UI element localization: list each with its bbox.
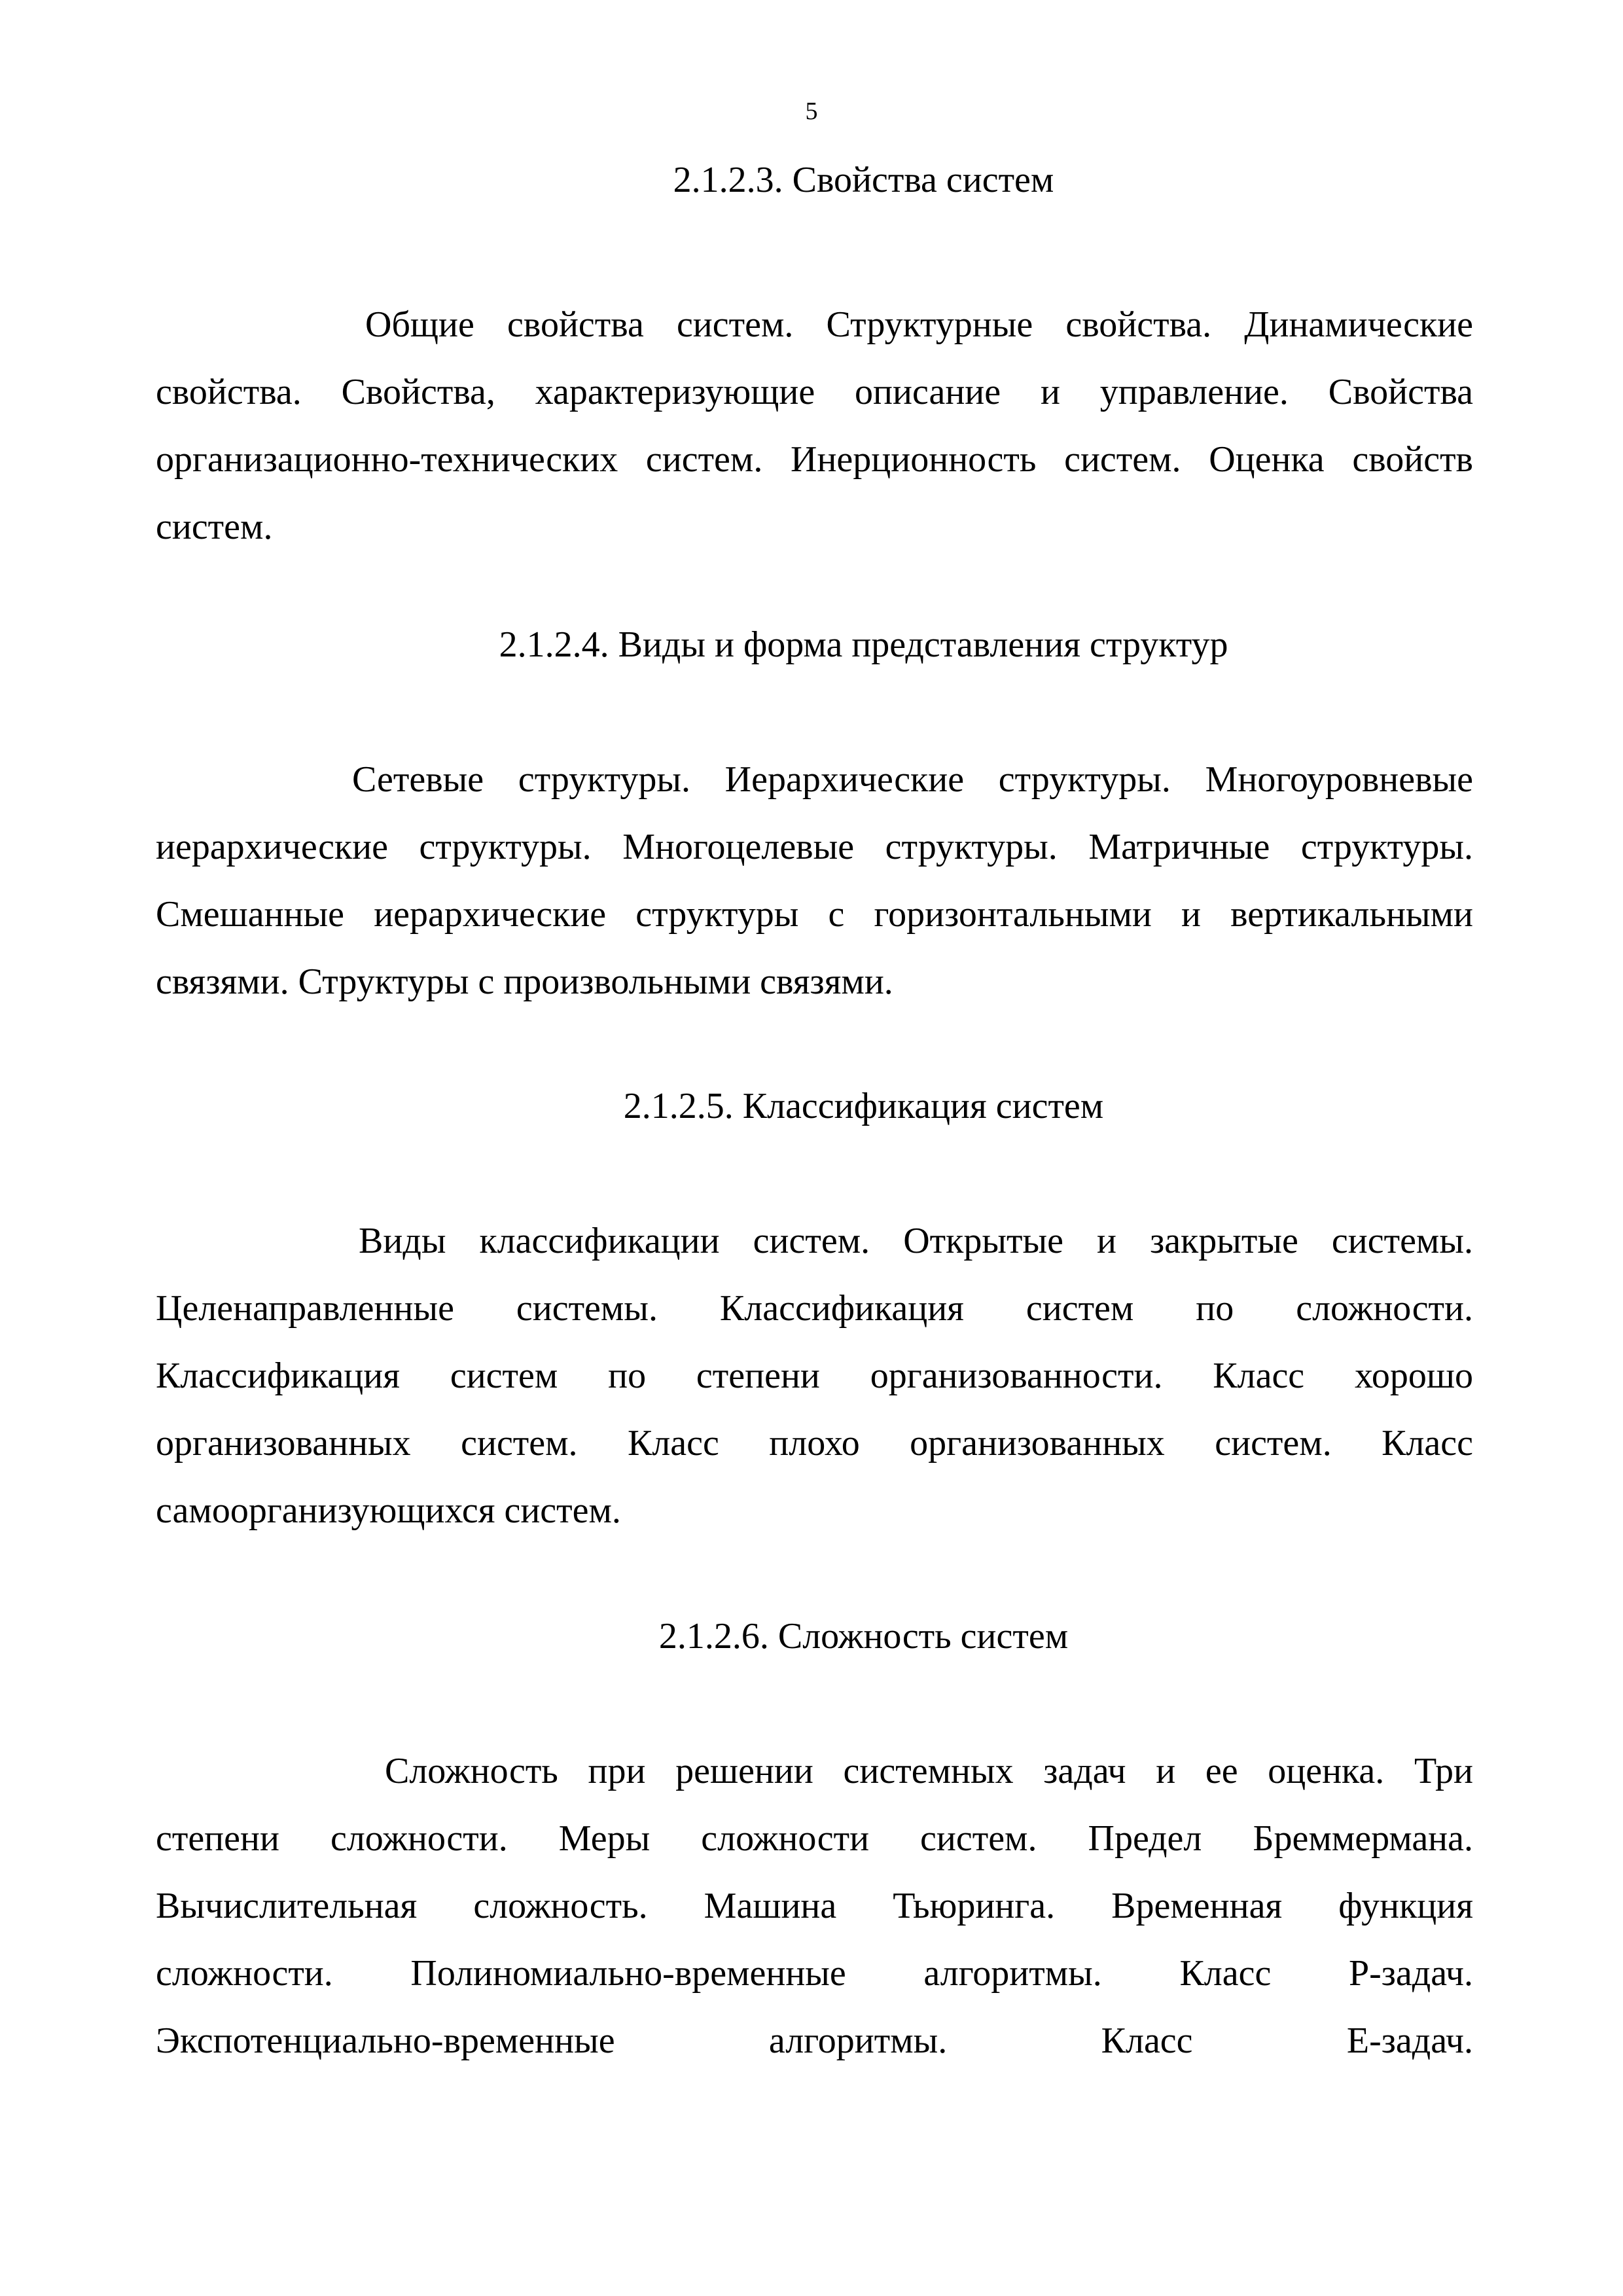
section-paragraph <box>156 1738 1473 2075</box>
section-heading: 2.1.2.4. Виды и форма представления структур <box>499 624 1228 665</box>
section-heading: 2.1.2.5. Классификация систем <box>623 1086 1104 1126</box>
section-paragraph <box>156 746 1473 1016</box>
section-heading: 2.1.2.3. Свойства систем <box>673 160 1054 200</box>
page-number: 5 <box>805 98 818 125</box>
paragraph-line: систем. <box>156 507 273 547</box>
paragraph-line: связями. Структуры с произвольными связями. <box>156 961 893 1002</box>
paragraph-line: иерархические структуры. Многоцелевые структуры. Матричные структуры. <box>156 827 1473 867</box>
paragraph-line: Экспотенциально-временные алгоритмы. Класс Е-задач. <box>156 2020 1473 2061</box>
section-paragraph <box>156 1208 1473 1545</box>
paragraph-line: степени сложности. Меры сложности систем. Предел Бреммермана. <box>156 1818 1473 1859</box>
paragraph-line: Вычислительная сложность. Машина Тьюринга. Временная функция <box>156 1886 1473 1926</box>
paragraph-line: организационно-технических систем. Инерционность систем. Оценка свойств <box>156 439 1473 480</box>
paragraph-line: Целенаправленные системы. Классификация систем по сложности. <box>156 1288 1473 1329</box>
paragraph-line: Смешанные иерархические структуры с горизонтальными и вертикальными <box>156 894 1473 935</box>
section-heading: 2.1.2.6. Сложность систем <box>658 1616 1069 1657</box>
paragraph-line: организованных систем. Класс плохо организованных систем. Класс <box>156 1423 1473 1463</box>
paragraph-line: Классификация систем по степени организованности. Класс хорошо <box>156 1355 1473 1396</box>
section-paragraph <box>156 291 1473 561</box>
paragraph-line: свойства. Свойства, характеризующие описание и управление. Свойства <box>156 372 1473 412</box>
paragraph-line: Сложность при решении системных задач и ее оценка. Три <box>385 1751 1473 1791</box>
paragraph-line: Виды классификации систем. Открытые и закрытые системы. <box>359 1221 1473 1261</box>
paragraph-line: сложности. Полиномиально-временные алгоритмы. Класс Р-задач. <box>156 1953 1473 1994</box>
paragraph-line: Общие свойства систем. Структурные свойства. Динамические <box>365 304 1473 345</box>
paragraph-line: самоорганизующихся систем. <box>156 1490 621 1531</box>
paragraph-line: Сетевые структуры. Иерархические структуры. Многоуровневые <box>352 759 1473 800</box>
